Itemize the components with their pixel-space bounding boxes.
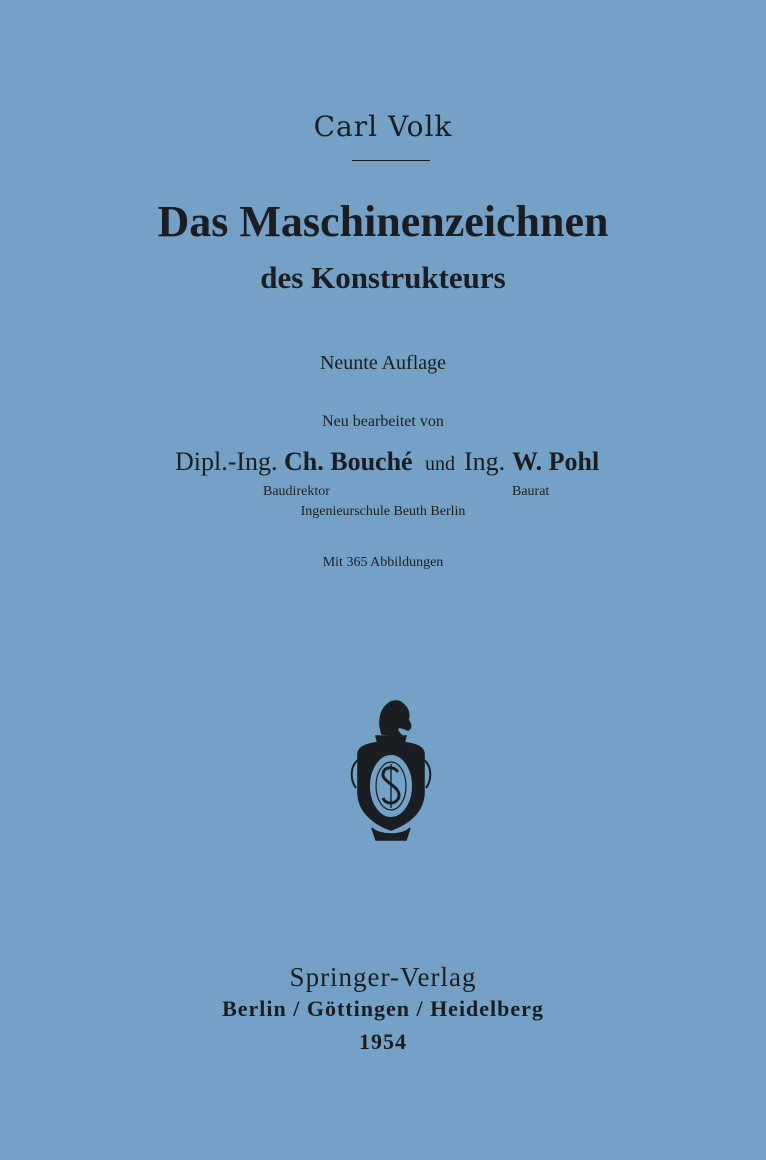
editors-line — [0, 447, 766, 483]
editor-1-role: Baudirektor — [263, 484, 330, 499]
author-name: Carl Volk — [313, 110, 453, 143]
editor-conjunction: und — [425, 453, 455, 475]
edition: Neunte Auflage — [319, 352, 447, 374]
author-divider — [352, 160, 430, 161]
springer-knight-logo-icon — [348, 696, 434, 844]
editor-2-role: Baurat — [512, 484, 550, 499]
revised-by: Neu bearbeitet von — [322, 413, 444, 430]
institution: Ingenieurschule Beuth Berlin — [300, 504, 466, 519]
editor-1-prefix: Dipl.-Ing. — [175, 447, 278, 476]
publication-places: Berlin / Göttingen / Heidelberg — [222, 996, 544, 1021]
editor-2-prefix: Ing. — [464, 447, 506, 476]
book-subtitle: des Konstrukteurs — [260, 260, 506, 295]
editor-1-name: Ch. Bouché — [284, 447, 413, 476]
illustrations-note: Mit 365 Abbildungen — [322, 555, 444, 570]
publication-year: 1954 — [359, 1029, 407, 1054]
publisher: Springer-Verlag — [289, 962, 477, 992]
editor-2-name: W. Pohl — [512, 447, 600, 476]
book-title: Das Maschinenzeichnen — [157, 197, 609, 246]
